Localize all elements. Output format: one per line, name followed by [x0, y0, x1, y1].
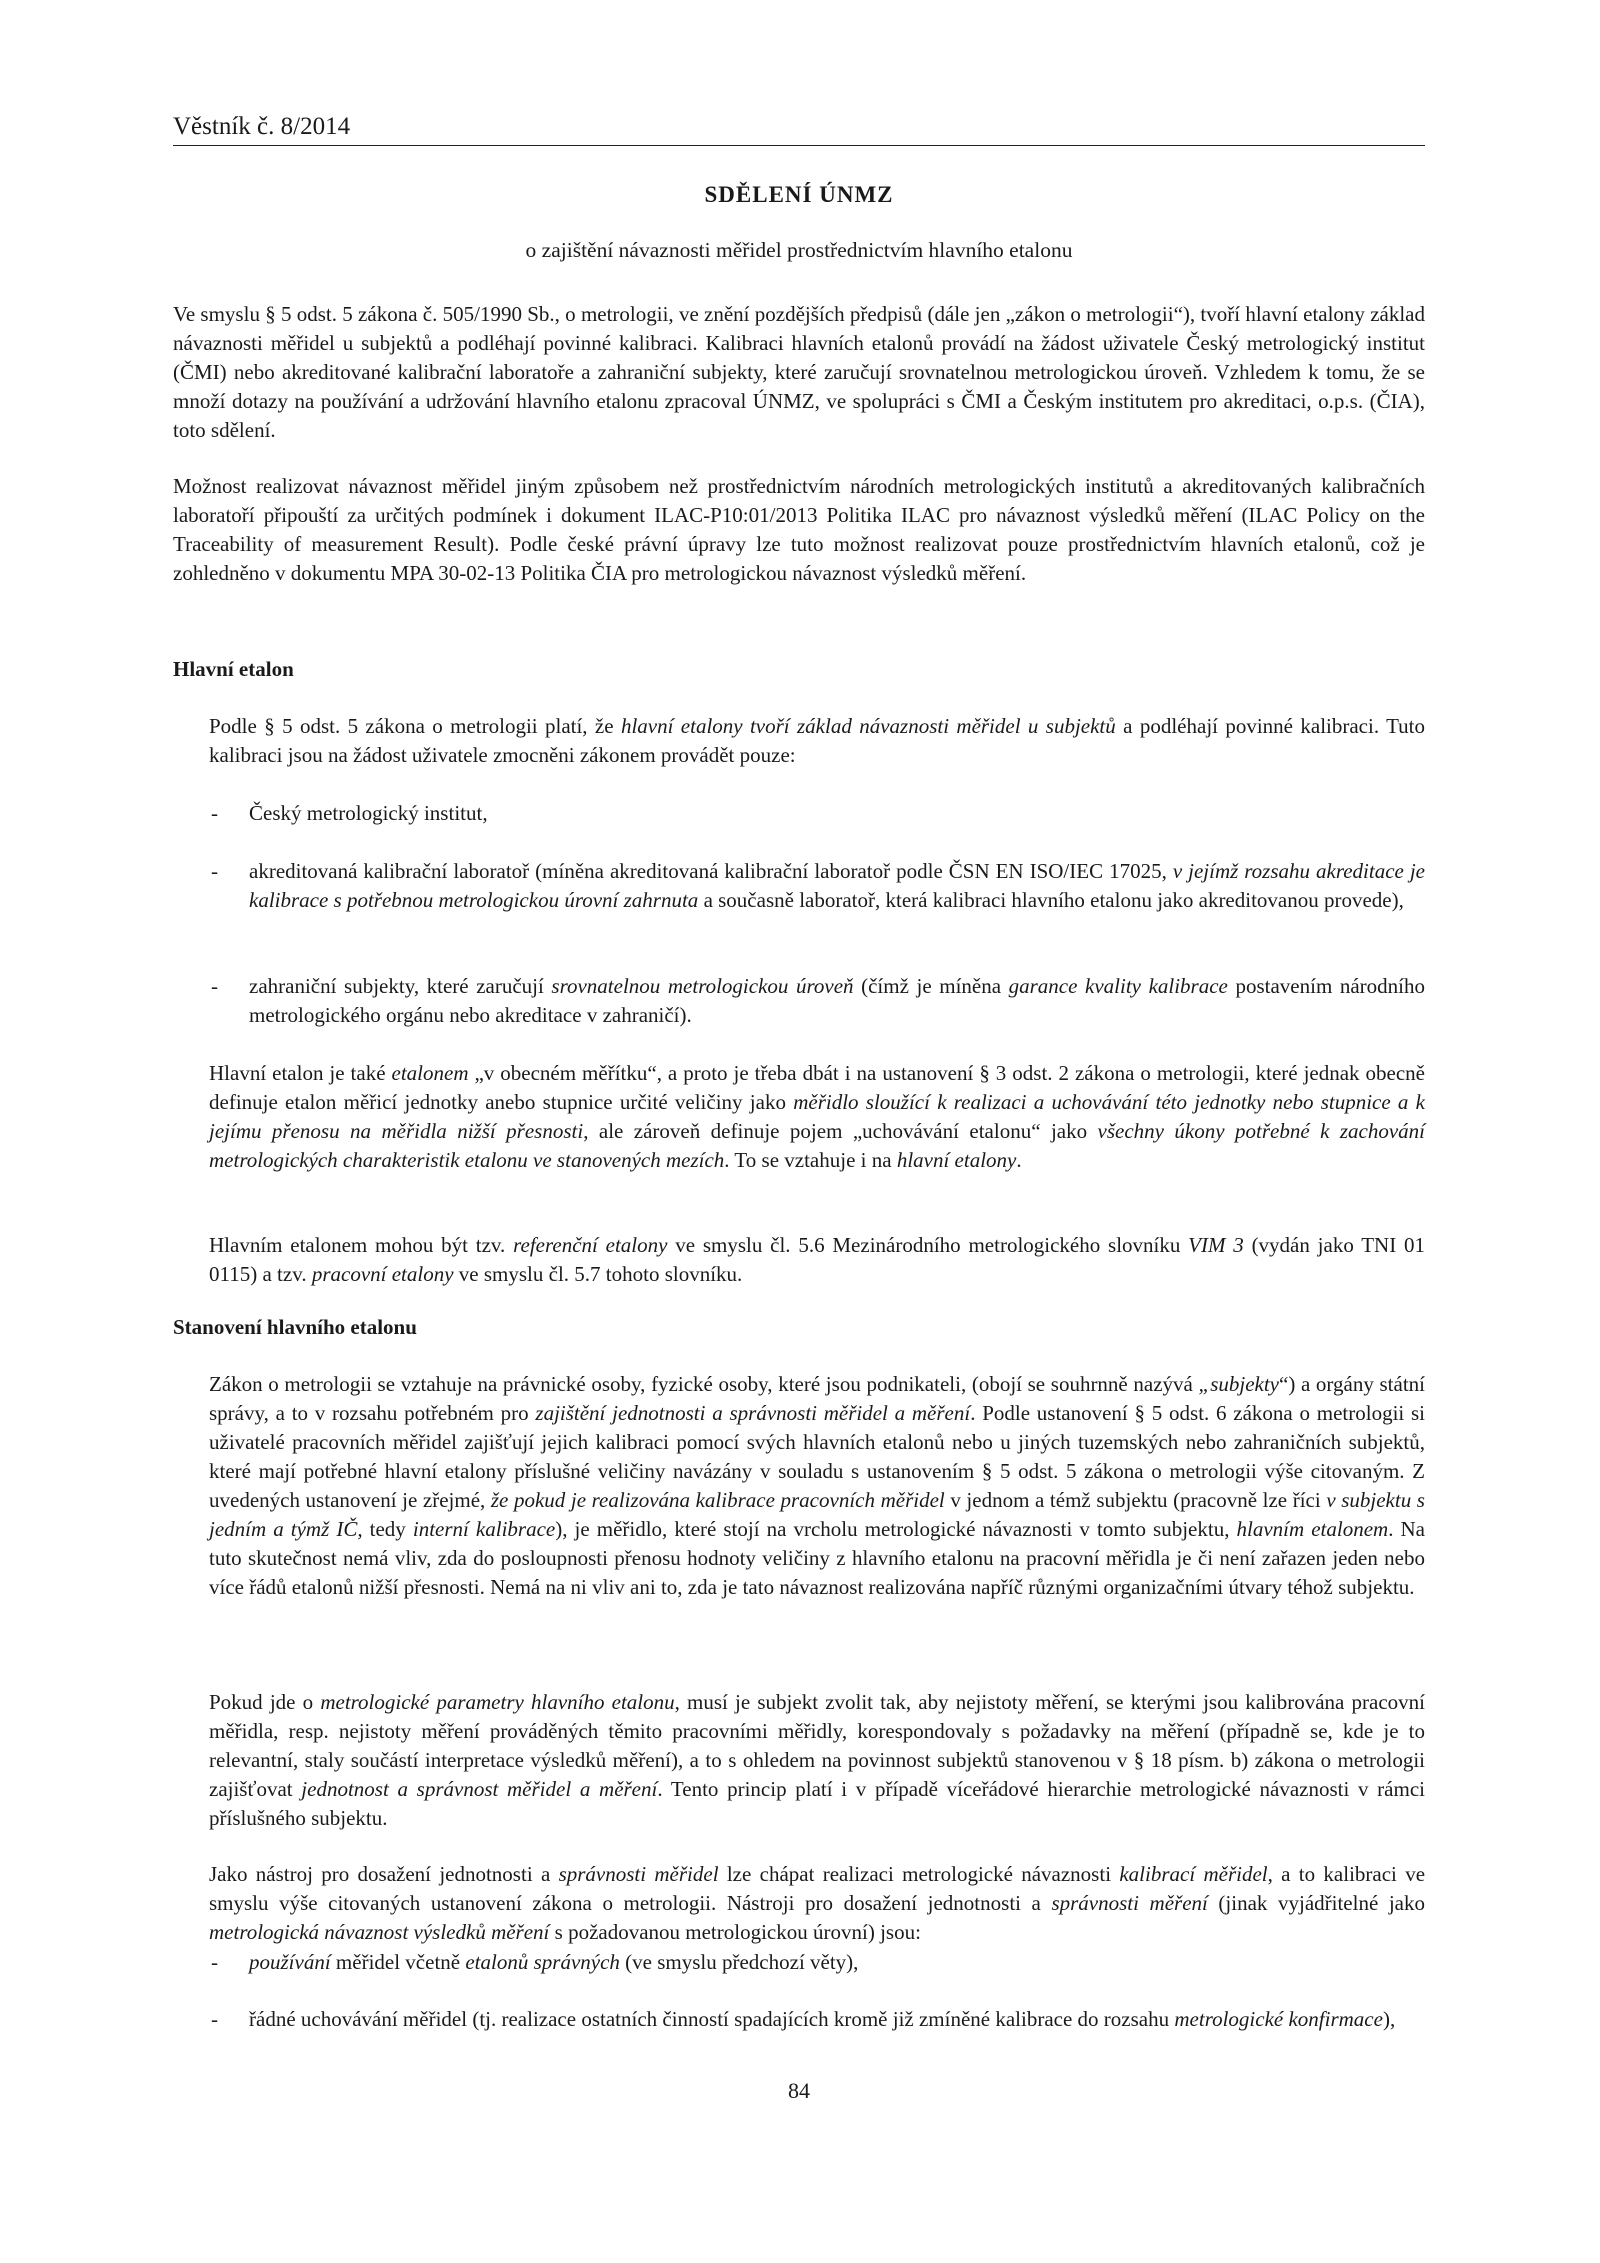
section2-paragraph-3	[209, 1860, 1425, 1947]
text-run: (ve smyslu předchozí věty),	[619, 1950, 859, 1974]
emphasis: metrologická návaznost výsledků měření	[209, 1920, 550, 1944]
emphasis: správnosti měřidel	[558, 1862, 719, 1886]
bullet-dash: -	[211, 974, 218, 998]
bullet-dash: -	[211, 1950, 218, 1974]
text-run: Zákon o metrologii se vztahuje na právnické osoby, fyzické osoby, které jsou podnikateli, (obojí se souhrnně nazývá	[209, 1372, 1199, 1396]
bullet-item-cmi: Český metrologický institut,	[249, 801, 488, 825]
text-run: . Tento princip platí i v případě víceřádové hierarchie metrologické návaznosti v rámci příslušného subjektu.	[209, 1777, 1425, 1830]
text-run: , a to kalibraci ve smyslu výše citovaných ustanovení zákona o metrologii. Nástroji pro dosažení jednotnosti a	[209, 1862, 1426, 1915]
bullet-dash: -	[211, 801, 218, 825]
emphasis: VIM 3	[1188, 1233, 1244, 1257]
text-run: , ale zároveň definuje pojem „uchovávání etalonu“ jako	[583, 1119, 1098, 1143]
emphasis: v jejímž rozsahu akreditace je kalibrace s potřebnou metrologickou úrovní zahrnuta	[249, 859, 1425, 912]
bullet-item-accredited-lab	[249, 857, 1425, 915]
text-run: postavením národního metrologického orgánu nebo akreditace v zahraničí).	[249, 974, 1426, 1027]
text-run: Hlavní etalon je také	[209, 1061, 392, 1085]
text-run: ),	[1382, 2007, 1396, 2031]
section1-paragraph-1	[209, 712, 1425, 770]
emphasis: hlavní etalony tvoří základ návaznosti měřidel u subjektů	[620, 714, 1116, 738]
text-run: tedy	[362, 1517, 413, 1541]
text-run: Pokud jde o	[209, 1690, 321, 1714]
emphasis: že pokud je realizována kalibrace pracovních měřidel	[490, 1488, 945, 1512]
text-run: a podléhají povinné kalibraci. Tuto kalibraci jsou na žádost uživatele zmocněni zákonem provádět pouze:	[209, 714, 1425, 767]
text-run: „v obecném měřítku“, a proto je třeba dbát i na ustanovení § 3 odst. 2 zákona o metrologii, které jednak obecně definuje etalon měřicí jednotky anebo stupnice určité veličiny jako	[209, 1061, 1425, 1114]
text-run: .	[1016, 1148, 1022, 1172]
emphasis: měřidlo sloužící k realizaci a uchovávání této jednotky nebo stupnice a k jejímu přenosu na měřidla nižší přesnosti	[209, 1090, 1425, 1143]
section2-paragraph-2	[209, 1688, 1425, 1833]
document-title: SDĚLENÍ ÚNMZ	[704, 182, 894, 207]
section2-paragraph-1	[209, 1370, 1425, 1602]
emphasis: kalibrací měřidel	[1119, 1862, 1268, 1886]
text-run: akreditovaná kalibrační laboratoř (míněna akreditovaná kalibrační laboratoř podle ČSN EN ISO/IEC 17025,	[249, 859, 1173, 883]
text-run: s požadovanou metrologickou úrovní) jsou:	[549, 1920, 921, 1944]
section1-paragraph-3	[209, 1231, 1425, 1289]
emphasis: etalonů správných	[465, 1950, 620, 1974]
text-run: . Podle ustanovení § 5 odst. 6 zákona o metrologii si uživatelé pracovních měřidel zajišťují jejich kalibraci pomocí svých hlavních etalonů nebo u jiných tuzemských nebo zahraničních subjektů, které mají potřebné hlavní etalony příslušné veličiny navázány v souladu s ustanovením § 5 odst. 5 zákona o metrologii výše citovaným. Z uvedených ustanovení je zřejmé,	[209, 1401, 1425, 1512]
text-run: Jako nástroj pro dosažení jednotnosti a	[209, 1862, 559, 1886]
emphasis: správnosti měření	[1051, 1891, 1208, 1915]
emphasis: všechny úkony potřebné k zachování metrologických charakteristik etalonu ve stanovených mezích	[209, 1119, 1425, 1172]
bullet-item-foreign-subjects	[249, 972, 1425, 1030]
intro-paragraph-2: Možnost realizovat návaznost měřidel jiným způsobem než prostřednictvím národních metrologických institutů a akreditovaných kalibračních laboratoří připouští za určitých podmínek i dokument ILAC-P10:01/2013 Politika ILAC pro návaznost výsledků měření (ILAC Policy on the Traceability of measurement Result). Podle české právní úpravy lze tuto možnost realizovat pouze prostřednictvím hlavních etalonů, což je zohledněno v dokumentu MPA 30-02-13 Politika ČIA pro metrologickou návaznost výsledků měření.	[173, 474, 1425, 585]
section1-paragraph-2	[209, 1059, 1425, 1175]
text-run: ), je měřidlo, které stojí na vrcholu metrologické návaznosti v tomto subjektu,	[555, 1517, 1237, 1541]
text-run: . To se vztahuje i na	[724, 1148, 897, 1172]
emphasis: metrologické konfirmace	[1174, 2007, 1383, 2031]
emphasis: garance kvality kalibrace	[1008, 974, 1228, 998]
text-run: řádné uchovávání měřidel (tj. realizace ostatních činností spadajících kromě již zmíněné kalibrace do rozsahu	[249, 2007, 1175, 2031]
text-run: (vydán jako TNI 01 0115) a tzv.	[209, 1233, 1426, 1286]
page-number: 84	[788, 2078, 810, 2103]
document-subtitle: o zajištění návaznosti měřidel prostřednictvím hlavního etalonu	[525, 238, 1073, 262]
bullet-dash: -	[211, 2007, 218, 2031]
emphasis: zajištění jednotnosti a správnosti měřidel a měření	[535, 1401, 971, 1425]
emphasis: interní kalibrace	[412, 1517, 556, 1541]
emphasis: používání	[249, 1950, 331, 1974]
emphasis: v subjektu s jedním a týmž IČ,	[209, 1488, 1425, 1541]
emphasis: „subjekty	[1198, 1372, 1279, 1396]
text-run: Hlavním etalonem mohou být tzv.	[209, 1233, 514, 1257]
emphasis: pracovní etalony	[311, 1262, 454, 1286]
text-run: měřidel včetně	[330, 1950, 466, 1974]
emphasis: jednotnost a správnost měřidel a měření	[301, 1777, 658, 1801]
text-run: Podle § 5 odst. 5 zákona o metrologii platí, že	[209, 714, 621, 738]
text-run: “) a orgány státní správy, a to v rozsahu potřebném pro	[209, 1372, 1425, 1425]
emphasis: srovnatelnou metrologickou úroveň	[551, 974, 854, 998]
text-run: lze chápat realizaci metrologické návaznosti	[718, 1862, 1120, 1886]
header-rule	[173, 145, 1425, 146]
text-run: ve smyslu čl. 5.7 tohoto slovníku.	[453, 1262, 743, 1286]
text-run: , musí je subjekt zvolit tak, aby nejistoty měření, se kterými jsou kalibrována pracovní měřidla, resp. nejistoty měření prováděných těmito pracovními měřidly, korespondovaly s požadavky na měření (případně se, kde je to relevantní, staly součástí interpretace výsledků měření), a to s ohledem na povinnost subjektů stanovenou v § 18 písm. b) zákona o metrologii zajišťovat	[209, 1690, 1426, 1801]
text-run: v jednom a témž subjektu (pracovně lze říci	[944, 1488, 1327, 1512]
journal-header: Věstník č. 8/2014	[173, 113, 351, 140]
emphasis: hlavním etalonem	[1236, 1517, 1389, 1541]
intro-paragraph-1: Ve smyslu § 5 odst. 5 zákona č. 505/1990 Sb., o metrologii, ve znění pozdějších předpisů (dále jen „zákon o metrologii“), tvoří hlavní etalony základ návaznosti měřidel u subjektů a podléhají povinné kalibraci. Kalibraci hlavních etalonů provádí na žádost uživatele Český metrologický institut (ČMI) nebo akreditované kalibrační laboratoře a zahraniční subjekty, které zaručují srovnatelnou metrologickou úroveň. Vzhledem k tomu, že se množí dotazy na používání a udržování hlavního etalonu zpracoval ÚNMZ, ve spolupráci s ČMI a Českým institutem pro akreditaci, o.p.s. (ČIA), toto sdělení.	[173, 302, 1425, 442]
emphasis: hlavní etalony	[896, 1148, 1017, 1172]
text-run: (čímž je míněna	[853, 974, 1009, 998]
text-run: . Na tuto skutečnost nemá vliv, zda do posloupnosti přenosu hodnoty veličiny z hlavního etalonu na pracovní měřidla je či není zařazen jeden nebo více řádů etalonů nižší přesnosti. Nemá na ni vliv ani to, zda je tato návaznost realizována napříč různými organizačními útvary téhož subjektu.	[209, 1517, 1425, 1599]
text-run: (jinak vyjádřitelné jako	[1207, 1891, 1426, 1915]
emphasis: referenční etalony	[513, 1233, 668, 1257]
bullet-dash: -	[211, 859, 218, 883]
bullet-item-uchovavani	[249, 2005, 1425, 2034]
section-heading-stanoveni: Stanovení hlavního etalonu	[173, 1315, 417, 1339]
bullet-item-pouzivani	[249, 1948, 1425, 1977]
text-run: a současně laboratoř, která kalibraci hlavního etalonu jako akreditovanou provede),	[698, 888, 1404, 912]
emphasis: metrologické parametry hlavního etalonu	[320, 1690, 675, 1714]
emphasis: etalonem	[391, 1061, 469, 1085]
text-run: zahraniční subjekty, které zaručují	[249, 974, 552, 998]
text-run: ve smyslu čl. 5.6 Mezinárodního metrologického slovníku	[667, 1233, 1189, 1257]
section-heading-hlavni-etalon: Hlavní etalon	[173, 657, 294, 681]
